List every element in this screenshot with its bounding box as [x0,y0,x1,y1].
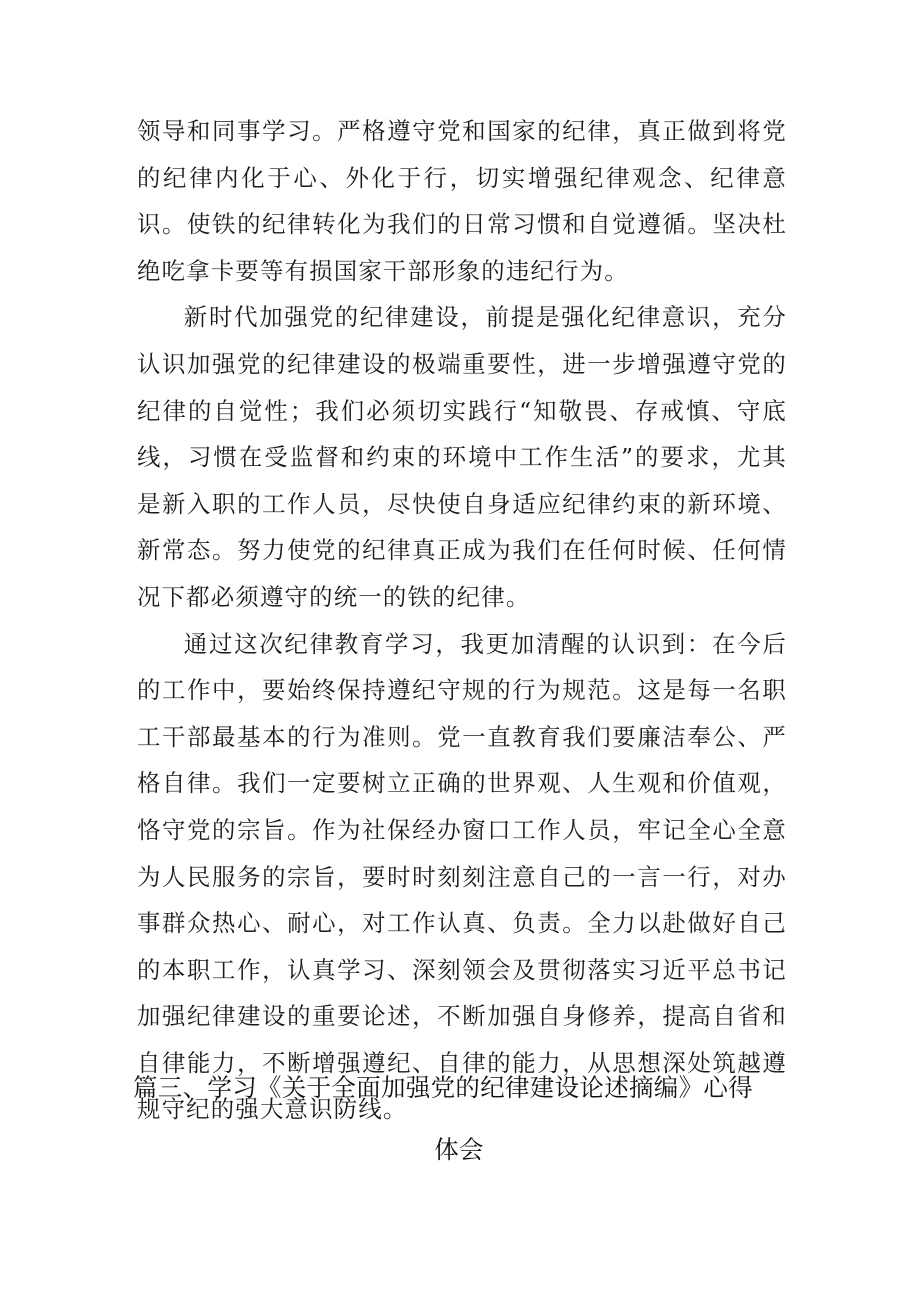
body-text [137,108,787,1133]
paragraph-1: 领导和同事学习。严格遵守党和国家的纪律，真正做到将党的纪律内化于心、外化于行，切实增强纪律观念、纪律意识。使铁的纪律转化为我们的日常习惯和自觉遵循。坚决杜绝吃拿卡要等有损国家干部形象的违纪行为。 [137,117,787,285]
section-heading [133,1073,793,1165]
section-heading-line-2: 体会 [434,1135,484,1164]
paragraph-2: 新时代加强党的纪律建设，前提是强化纪律意识，充分认识加强党的纪律建设的极端重要性，进一步增强遵守党的纪律的自觉性；我们必须切实践行“知敬畏、存戒慎、守底线，习惯在受监督和约束的环境中工作生活”的要求，尤其是新入职的工作人员，尽快使自身适应纪律约束的新环境、新常态。努力使党的纪律真正成为我们在任何时候、任何情况下都必须遵守的统一的铁的纪律。 [137,303,787,611]
paragraph-3: 通过这次纪律教育学习，我更加清醒的认识到：在今后的工作中，要始终保持遵纪守规的行为规范。这是每一名职工干部最基本的行为准则。党一直教育我们要廉洁奉公、严格自律。我们一定要树立正确的世界观、人生观和价值观，恪守党的宗旨。作为社保经办窗口工作人员，牢记全心全意为人民服务的宗旨，要时时刻刻注意自己的一言一行，对办事群众热心、耐心，对工作认真、负责。全力以赴做好自己的本职工作，认真学习、深刻领会及贯彻落实习近平总书记加强纪律建设的重要论述，不断加强自身修养，提高自省和自律能力，不断增强遵纪、自律的能力，从思想深处筑越遵规守纪的强大意识防线。 [137,629,787,1124]
section-heading-line-1: 篇三、学习《关于全面加强党的纪律建设论述摘编》心得 [133,1073,753,1102]
